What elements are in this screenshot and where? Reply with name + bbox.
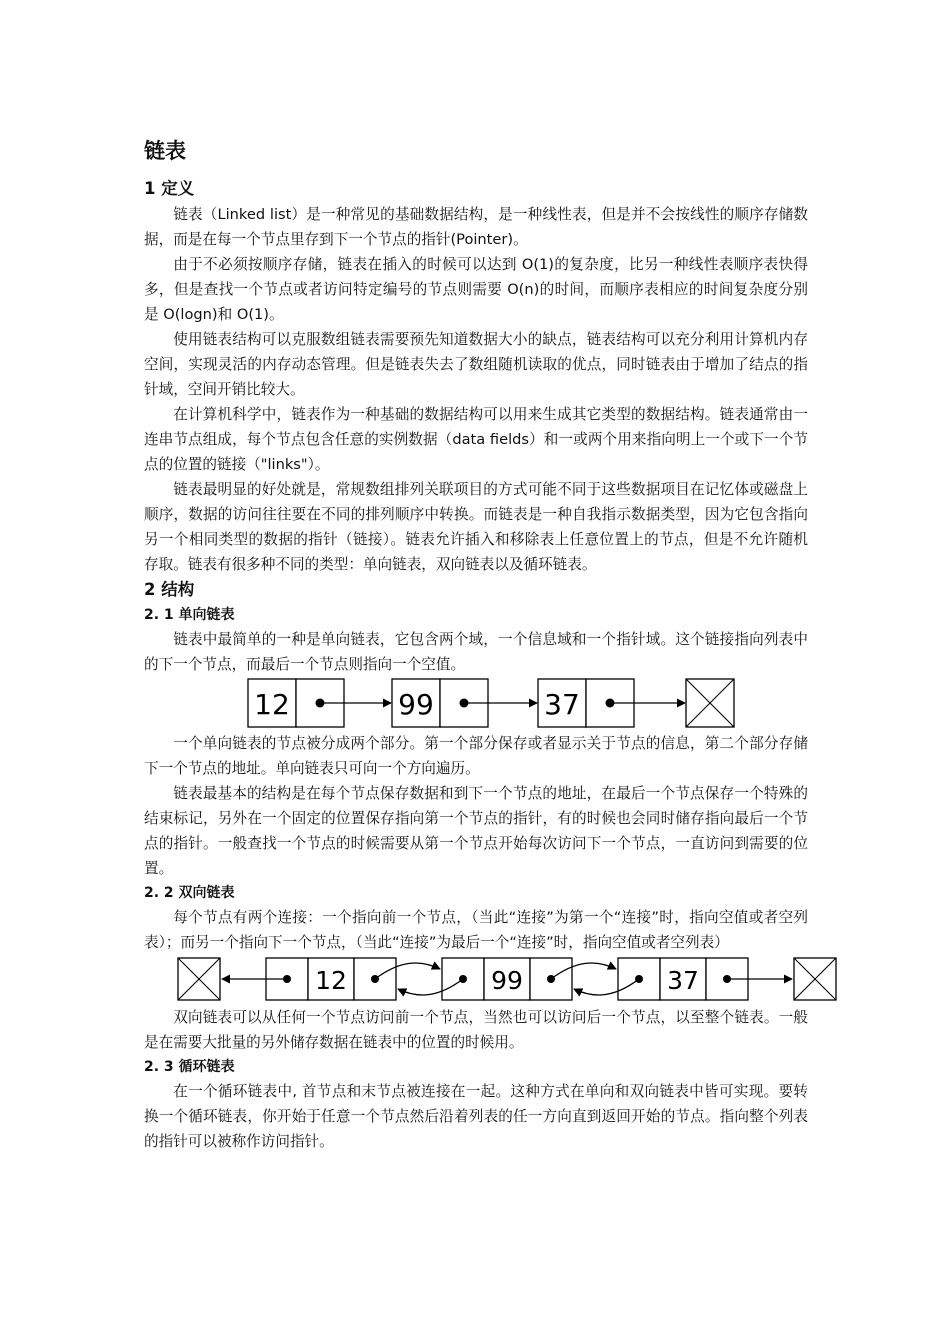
singly-linked-list-diagram — [144, 677, 808, 731]
paragraph: 一个单向链表的节点被分成两个部分。第一个部分保存或者显示关于节点的信息，第二个部分存储下一个节点的地址。单向链表只可向一个方向遍历。 — [144, 735, 808, 777]
node-value: 99 — [491, 966, 523, 995]
node-value: 12 — [315, 966, 347, 995]
node-value: 37 — [667, 966, 699, 995]
null-terminator — [686, 679, 734, 727]
section-heading-definition: 1 定义 — [144, 179, 195, 198]
paragraph: 由于不必须按顺序存储，链表在插入的时候可以达到 O(1)的复杂度，比另一种线性表顺序表快得多，但是查找一个节点或者访问特定编号的节点则需要 O(n)的时间，而顺序表相应的时间复杂度分别是 O(logn)和 O(1)。 — [144, 256, 808, 323]
null-terminator — [178, 958, 220, 1000]
doubly-linked-list-diagram — [144, 955, 808, 1005]
paragraph: 链表最基本的结构是在每个节点保存数据和到下一个节点的地址，在最后一个节点保存一个特殊的结束标记，另外在一个固定的位置保存指向第一个节点的指针，有的时候也会同时储存指向最后一个节点的指针。一般查找一个节点的时候需要从第一个节点开始每次访问下一个节点，一直访问到需要的位置。 — [144, 785, 808, 877]
paragraph: 在计算机科学中，链表作为一种基础的数据结构可以用来生成其它类型的数据结构。链表通常由一连串节点组成，每个节点包含任意的实例数据（data fields）和一或两个用来指向明上一个或下一个节点的位置的链接（"links"）。 — [144, 406, 808, 473]
section-heading-structure: 2 结构 — [144, 580, 195, 599]
node-value: 37 — [544, 688, 580, 721]
node-value: 99 — [398, 688, 434, 721]
paragraph: 双向链表可以从任何一个节点访问前一个节点，当然也可以访问后一个节点，以至整个链表。一般是在需要大批量的另外储存数据在链表中的位置的时候用。 — [144, 1009, 808, 1051]
doubly-linked-list-svg — [144, 955, 808, 1005]
paragraph: 在一个循环链表中, 首节点和末节点被连接在一起。这种方式在单向和双向链表中皆可实现。要转换一个循环链表，你开始于任意一个节点然后沿着列表的任一方向直到返回开始的节点。指向整个列表的指针可以被称作访问指针。 — [144, 1083, 808, 1150]
paragraph: 链表中最简单的一种是单向链表，它包含两个域，一个信息域和一个指针域。这个链接指向列表中的下一个节点，而最后一个节点则指向一个空值。 — [144, 631, 808, 673]
list-node — [538, 679, 685, 727]
list-node — [442, 958, 572, 1000]
document-content — [144, 136, 808, 1154]
node-value: 12 — [254, 688, 290, 721]
page-title: 链表 — [144, 139, 186, 163]
subsection-heading-doubly-linked: 2. 2 双向链表 — [144, 885, 235, 901]
subsection-heading-singly-linked: 2. 1 单向链表 — [144, 607, 235, 623]
paragraph: 链表最明显的好处就是，常规数组排列关联项目的方式可能不同于这些数据项目在记忆体或磁盘上顺序，数据的访问往往要在不同的排列顺序中转换。而链表是一种自我指示数据类型，因为它包含指向另一个相同类型的数据的指针（链接）。链表允许插入和移除表上任意位置上的节点，但是不允许随机存取。链表有很多种不同的类型：单向链表，双向链表以及循环链表。 — [144, 481, 808, 573]
subsection-heading-circular-linked: 2. 3 循环链表 — [144, 1059, 235, 1075]
paragraph: 链表（Linked list）是一种常见的基础数据结构，是一种线性表，但是并不会按线性的顺序存储数据，而是在每一个节点里存到下一个节点的指针(Pointer)。 — [144, 206, 808, 248]
singly-linked-list-svg — [144, 677, 808, 731]
list-node — [392, 679, 537, 727]
paragraph: 每个节点有两个连接：一个指向前一个节点，（当此“连接”为第一个“连接”时，指向空值或者空列表）；而另一个指向下一个节点，（当此“连接”为最后一个“连接”时，指向空值或者空列表） — [144, 909, 808, 951]
null-terminator — [794, 958, 836, 1000]
paragraph: 使用链表结构可以克服数组链表需要预先知道数据大小的缺点，链表结构可以充分利用计算机内存空间，实现灵活的内存动态管理。但是链表失去了数组随机读取的优点，同时链表由于增加了结点的指针域，空间开销比较大。 — [144, 331, 808, 398]
list-node — [248, 679, 391, 727]
